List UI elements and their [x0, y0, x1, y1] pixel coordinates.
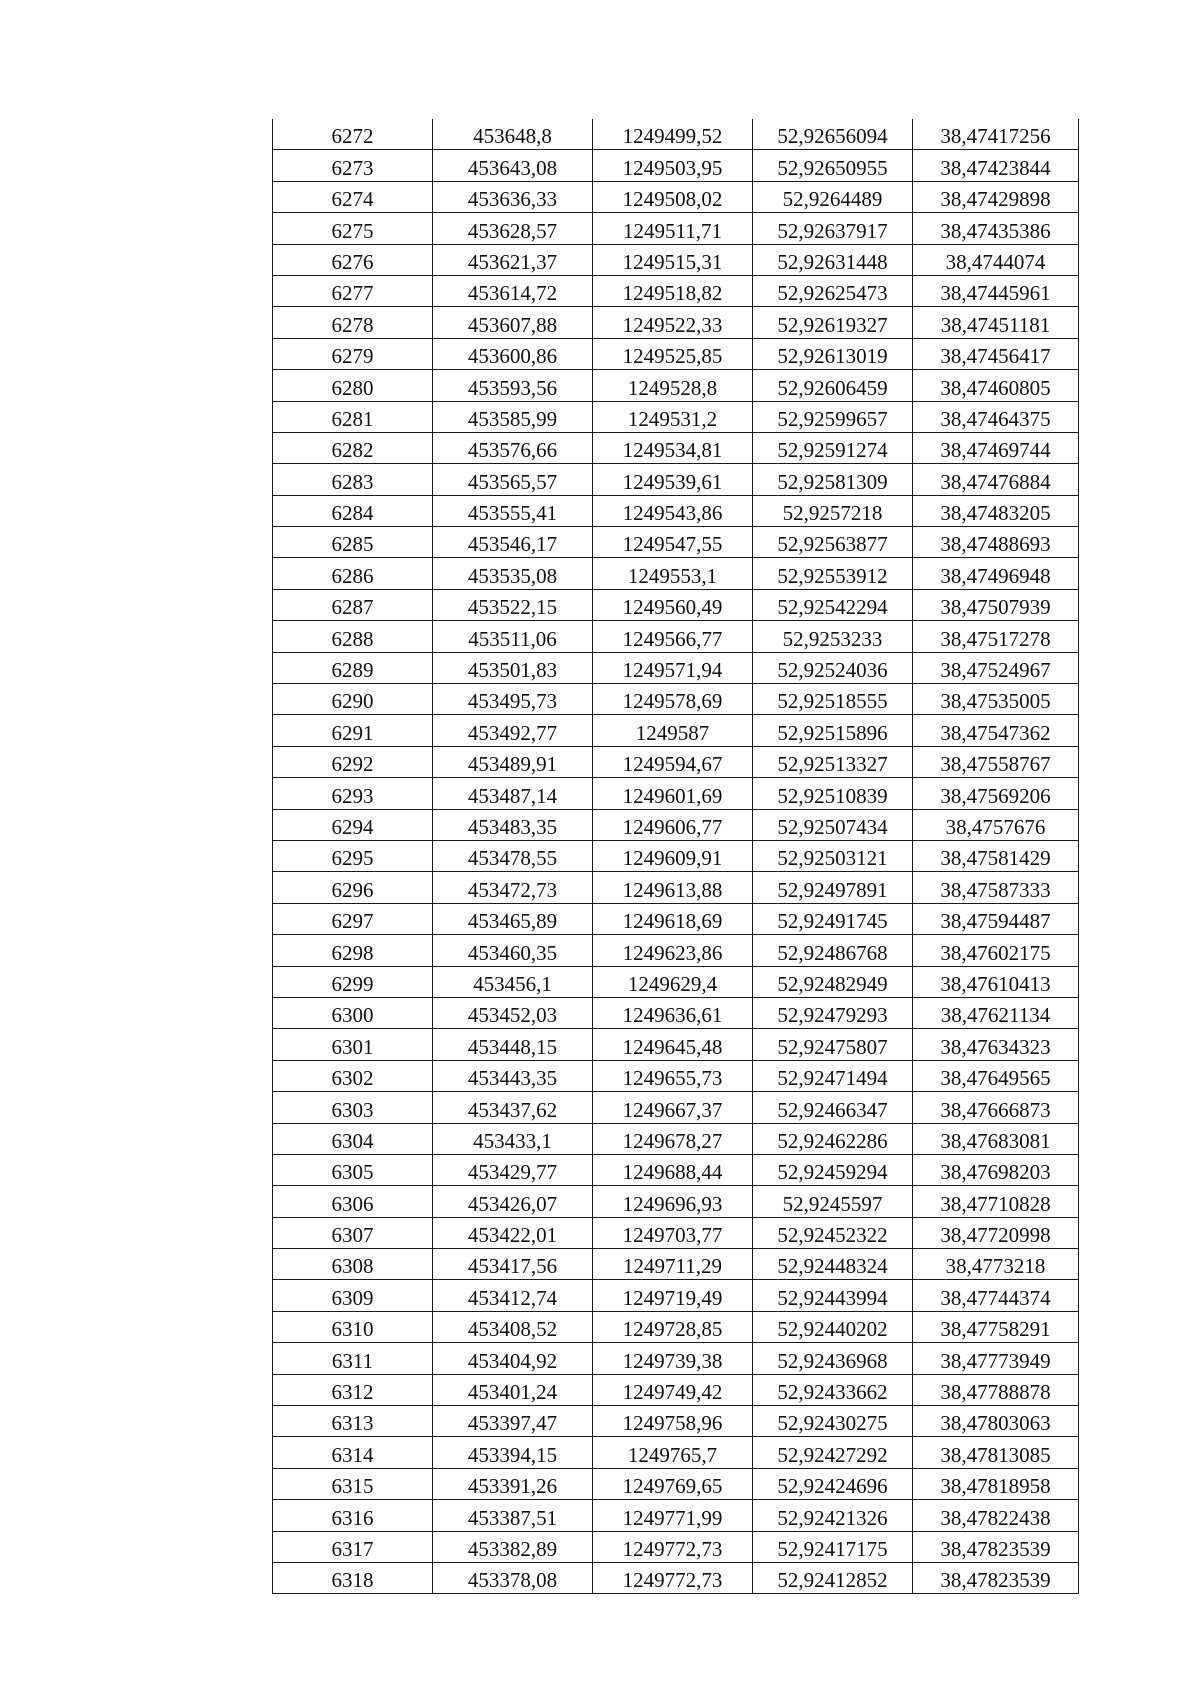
latitude-cell: 52,92471494	[753, 1060, 913, 1091]
latitude-cell: 52,9245597	[753, 1186, 913, 1217]
y-coordinate-cell: 1249543,86	[593, 495, 753, 526]
coordinates-table-body	[273, 119, 1079, 1594]
y-coordinate-cell: 1249719,49	[593, 1280, 753, 1311]
longitude-cell: 38,47456417	[913, 338, 1079, 369]
latitude-cell: 52,92513327	[753, 746, 913, 777]
x-coordinate-cell: 453472,73	[433, 872, 593, 903]
table-row	[273, 401, 1079, 432]
latitude-cell: 52,92462286	[753, 1123, 913, 1154]
point-number-cell: 6302	[273, 1060, 433, 1091]
y-coordinate-cell: 1249531,2	[593, 401, 753, 432]
latitude-cell: 52,92482949	[753, 966, 913, 997]
table-row	[273, 464, 1079, 495]
point-number-cell: 6303	[273, 1092, 433, 1123]
table-row	[273, 181, 1079, 212]
y-coordinate-cell: 1249547,55	[593, 527, 753, 558]
table-row	[273, 903, 1079, 934]
point-number-cell: 6281	[273, 401, 433, 432]
y-coordinate-cell: 1249728,85	[593, 1311, 753, 1342]
x-coordinate-cell: 453401,24	[433, 1374, 593, 1405]
latitude-cell: 52,92553912	[753, 558, 913, 589]
point-number-cell: 6282	[273, 432, 433, 463]
latitude-cell: 52,92591274	[753, 432, 913, 463]
point-number-cell: 6318	[273, 1562, 433, 1593]
longitude-cell: 38,47594487	[913, 903, 1079, 934]
y-coordinate-cell: 1249645,48	[593, 1029, 753, 1060]
table-row	[273, 1562, 1079, 1593]
y-coordinate-cell: 1249594,67	[593, 746, 753, 777]
point-number-cell: 6300	[273, 997, 433, 1028]
longitude-cell: 38,47445961	[913, 275, 1079, 306]
x-coordinate-cell: 453378,08	[433, 1562, 593, 1593]
y-coordinate-cell: 1249503,95	[593, 150, 753, 181]
point-number-cell: 6279	[273, 338, 433, 369]
latitude-cell: 52,92542294	[753, 589, 913, 620]
point-number-cell: 6295	[273, 840, 433, 871]
table-row	[273, 307, 1079, 338]
table-row	[273, 1060, 1079, 1091]
latitude-cell: 52,92417175	[753, 1531, 913, 1562]
x-coordinate-cell: 453391,26	[433, 1468, 593, 1499]
x-coordinate-cell: 453387,51	[433, 1500, 593, 1531]
y-coordinate-cell: 1249515,31	[593, 244, 753, 275]
x-coordinate-cell: 453585,99	[433, 401, 593, 432]
point-number-cell: 6296	[273, 872, 433, 903]
table-row	[273, 1374, 1079, 1405]
y-coordinate-cell: 1249765,7	[593, 1437, 753, 1468]
point-number-cell: 6283	[273, 464, 433, 495]
y-coordinate-cell: 1249629,4	[593, 966, 753, 997]
point-number-cell: 6307	[273, 1217, 433, 1248]
y-coordinate-cell: 1249601,69	[593, 778, 753, 809]
longitude-cell: 38,47634323	[913, 1029, 1079, 1060]
longitude-cell: 38,47818958	[913, 1468, 1079, 1499]
point-number-cell: 6291	[273, 715, 433, 746]
x-coordinate-cell: 453495,73	[433, 684, 593, 715]
longitude-cell: 38,47587333	[913, 872, 1079, 903]
y-coordinate-cell: 1249636,61	[593, 997, 753, 1028]
longitude-cell: 38,47547362	[913, 715, 1079, 746]
y-coordinate-cell: 1249711,29	[593, 1249, 753, 1280]
table-row	[273, 746, 1079, 777]
longitude-cell: 38,47460805	[913, 370, 1079, 401]
point-number-cell: 6306	[273, 1186, 433, 1217]
x-coordinate-cell: 453417,56	[433, 1249, 593, 1280]
point-number-cell: 6290	[273, 684, 433, 715]
x-coordinate-cell: 453412,74	[433, 1280, 593, 1311]
y-coordinate-cell: 1249749,42	[593, 1374, 753, 1405]
point-number-cell: 6305	[273, 1154, 433, 1185]
latitude-cell: 52,92430275	[753, 1406, 913, 1437]
point-number-cell: 6315	[273, 1468, 433, 1499]
y-coordinate-cell: 1249696,93	[593, 1186, 753, 1217]
table-row	[273, 1531, 1079, 1562]
x-coordinate-cell: 453426,07	[433, 1186, 593, 1217]
longitude-cell: 38,47581429	[913, 840, 1079, 871]
x-coordinate-cell: 453643,08	[433, 150, 593, 181]
y-coordinate-cell: 1249618,69	[593, 903, 753, 934]
table-row	[273, 809, 1079, 840]
table-row	[273, 275, 1079, 306]
x-coordinate-cell: 453501,83	[433, 652, 593, 683]
point-number-cell: 6280	[273, 370, 433, 401]
latitude-cell: 52,92479293	[753, 997, 913, 1028]
latitude-cell: 52,92452322	[753, 1217, 913, 1248]
y-coordinate-cell: 1249667,37	[593, 1092, 753, 1123]
table-row	[273, 119, 1079, 150]
longitude-cell: 38,47823539	[913, 1562, 1079, 1593]
x-coordinate-cell: 453565,57	[433, 464, 593, 495]
y-coordinate-cell: 1249511,71	[593, 213, 753, 244]
latitude-cell: 52,92518555	[753, 684, 913, 715]
x-coordinate-cell: 453621,37	[433, 244, 593, 275]
x-coordinate-cell: 453437,62	[433, 1092, 593, 1123]
y-coordinate-cell: 1249772,73	[593, 1562, 753, 1593]
longitude-cell: 38,47524967	[913, 652, 1079, 683]
latitude-cell: 52,92606459	[753, 370, 913, 401]
latitude-cell: 52,92507434	[753, 809, 913, 840]
point-number-cell: 6294	[273, 809, 433, 840]
latitude-cell: 52,92581309	[753, 464, 913, 495]
x-coordinate-cell: 453600,86	[433, 338, 593, 369]
y-coordinate-cell: 1249587	[593, 715, 753, 746]
y-coordinate-cell: 1249534,81	[593, 432, 753, 463]
latitude-cell: 52,92497891	[753, 872, 913, 903]
x-coordinate-cell: 453522,15	[433, 589, 593, 620]
latitude-cell: 52,92424696	[753, 1468, 913, 1499]
x-coordinate-cell: 453483,35	[433, 809, 593, 840]
point-number-cell: 6314	[273, 1437, 433, 1468]
table-row	[273, 370, 1079, 401]
y-coordinate-cell: 1249606,77	[593, 809, 753, 840]
point-number-cell: 6278	[273, 307, 433, 338]
x-coordinate-cell: 453448,15	[433, 1029, 593, 1060]
point-number-cell: 6293	[273, 778, 433, 809]
table-row	[273, 495, 1079, 526]
x-coordinate-cell: 453408,52	[433, 1311, 593, 1342]
x-coordinate-cell: 453492,77	[433, 715, 593, 746]
longitude-cell: 38,47535005	[913, 684, 1079, 715]
point-number-cell: 6287	[273, 589, 433, 620]
longitude-cell: 38,47602175	[913, 935, 1079, 966]
table-row	[273, 213, 1079, 244]
y-coordinate-cell: 1249609,91	[593, 840, 753, 871]
y-coordinate-cell: 1249571,94	[593, 652, 753, 683]
y-coordinate-cell: 1249525,85	[593, 338, 753, 369]
latitude-cell: 52,92466347	[753, 1092, 913, 1123]
latitude-cell: 52,92619327	[753, 307, 913, 338]
x-coordinate-cell: 453465,89	[433, 903, 593, 934]
latitude-cell: 52,92440202	[753, 1311, 913, 1342]
y-coordinate-cell: 1249499,52	[593, 119, 753, 150]
point-number-cell: 6297	[273, 903, 433, 934]
longitude-cell: 38,4773218	[913, 1249, 1079, 1280]
table-row	[273, 1154, 1079, 1185]
table-row	[273, 1406, 1079, 1437]
y-coordinate-cell: 1249655,73	[593, 1060, 753, 1091]
point-number-cell: 6299	[273, 966, 433, 997]
longitude-cell: 38,47744374	[913, 1280, 1079, 1311]
longitude-cell: 38,47429898	[913, 181, 1079, 212]
longitude-cell: 38,47464375	[913, 401, 1079, 432]
x-coordinate-cell: 453546,17	[433, 527, 593, 558]
latitude-cell: 52,92599657	[753, 401, 913, 432]
latitude-cell: 52,92656094	[753, 119, 913, 150]
point-number-cell: 6310	[273, 1311, 433, 1342]
longitude-cell: 38,47451181	[913, 307, 1079, 338]
y-coordinate-cell: 1249771,99	[593, 1500, 753, 1531]
table-row	[273, 589, 1079, 620]
latitude-cell: 52,92650955	[753, 150, 913, 181]
x-coordinate-cell: 453607,88	[433, 307, 593, 338]
latitude-cell: 52,9257218	[753, 495, 913, 526]
point-number-cell: 6277	[273, 275, 433, 306]
table-row	[273, 997, 1079, 1028]
y-coordinate-cell: 1249553,1	[593, 558, 753, 589]
point-number-cell: 6317	[273, 1531, 433, 1562]
latitude-cell: 52,92427292	[753, 1437, 913, 1468]
table-row	[273, 1280, 1079, 1311]
y-coordinate-cell: 1249772,73	[593, 1531, 753, 1562]
latitude-cell: 52,92421326	[753, 1500, 913, 1531]
point-number-cell: 6313	[273, 1406, 433, 1437]
latitude-cell: 52,92443994	[753, 1280, 913, 1311]
latitude-cell: 52,92637917	[753, 213, 913, 244]
table-row	[273, 935, 1079, 966]
y-coordinate-cell: 1249518,82	[593, 275, 753, 306]
longitude-cell: 38,47813085	[913, 1437, 1079, 1468]
point-number-cell: 6292	[273, 746, 433, 777]
point-number-cell: 6276	[273, 244, 433, 275]
latitude-cell: 52,9253233	[753, 621, 913, 652]
table-row	[273, 1123, 1079, 1154]
point-number-cell: 6301	[273, 1029, 433, 1060]
longitude-cell: 38,47710828	[913, 1186, 1079, 1217]
point-number-cell: 6273	[273, 150, 433, 181]
x-coordinate-cell: 453443,35	[433, 1060, 593, 1091]
latitude-cell: 52,92436968	[753, 1343, 913, 1374]
point-number-cell: 6289	[273, 652, 433, 683]
table-row	[273, 1249, 1079, 1280]
y-coordinate-cell: 1249739,38	[593, 1343, 753, 1374]
point-number-cell: 6304	[273, 1123, 433, 1154]
x-coordinate-cell: 453648,8	[433, 119, 593, 150]
table-row	[273, 621, 1079, 652]
table-row	[273, 872, 1079, 903]
longitude-cell: 38,47758291	[913, 1311, 1079, 1342]
x-coordinate-cell: 453452,03	[433, 997, 593, 1028]
table-row	[273, 715, 1079, 746]
latitude-cell: 52,92448324	[753, 1249, 913, 1280]
table-row	[273, 1500, 1079, 1531]
x-coordinate-cell: 453456,1	[433, 966, 593, 997]
longitude-cell: 38,47517278	[913, 621, 1079, 652]
point-number-cell: 6309	[273, 1280, 433, 1311]
point-number-cell: 6316	[273, 1500, 433, 1531]
x-coordinate-cell: 453614,72	[433, 275, 593, 306]
table-row	[273, 652, 1079, 683]
table-row	[273, 244, 1079, 275]
table-row	[273, 338, 1079, 369]
x-coordinate-cell: 453628,57	[433, 213, 593, 244]
point-number-cell: 6274	[273, 181, 433, 212]
table-row	[273, 1311, 1079, 1342]
y-coordinate-cell: 1249560,49	[593, 589, 753, 620]
y-coordinate-cell: 1249522,33	[593, 307, 753, 338]
x-coordinate-cell: 453422,01	[433, 1217, 593, 1248]
table-row	[273, 966, 1079, 997]
y-coordinate-cell: 1249578,69	[593, 684, 753, 715]
longitude-cell: 38,47773949	[913, 1343, 1079, 1374]
y-coordinate-cell: 1249769,65	[593, 1468, 753, 1499]
latitude-cell: 52,92459294	[753, 1154, 913, 1185]
table-row	[273, 1092, 1079, 1123]
x-coordinate-cell: 453511,06	[433, 621, 593, 652]
point-number-cell: 6286	[273, 558, 433, 589]
latitude-cell: 52,92631448	[753, 244, 913, 275]
x-coordinate-cell: 453429,77	[433, 1154, 593, 1185]
latitude-cell: 52,92563877	[753, 527, 913, 558]
y-coordinate-cell: 1249623,86	[593, 935, 753, 966]
y-coordinate-cell: 1249566,77	[593, 621, 753, 652]
x-coordinate-cell: 453404,92	[433, 1343, 593, 1374]
longitude-cell: 38,47803063	[913, 1406, 1079, 1437]
longitude-cell: 38,47476884	[913, 464, 1079, 495]
point-number-cell: 6285	[273, 527, 433, 558]
x-coordinate-cell: 453478,55	[433, 840, 593, 871]
longitude-cell: 38,47558767	[913, 746, 1079, 777]
longitude-cell: 38,47469744	[913, 432, 1079, 463]
latitude-cell: 52,92412852	[753, 1562, 913, 1593]
latitude-cell: 52,92433662	[753, 1374, 913, 1405]
x-coordinate-cell: 453593,56	[433, 370, 593, 401]
latitude-cell: 52,92625473	[753, 275, 913, 306]
table-row	[273, 1468, 1079, 1499]
latitude-cell: 52,92503121	[753, 840, 913, 871]
longitude-cell: 38,47698203	[913, 1154, 1079, 1185]
table-row	[273, 1029, 1079, 1060]
latitude-cell: 52,92524036	[753, 652, 913, 683]
longitude-cell: 38,47483205	[913, 495, 1079, 526]
x-coordinate-cell: 453489,91	[433, 746, 593, 777]
y-coordinate-cell: 1249539,61	[593, 464, 753, 495]
longitude-cell: 38,47788878	[913, 1374, 1079, 1405]
longitude-cell: 38,47683081	[913, 1123, 1079, 1154]
point-number-cell: 6308	[273, 1249, 433, 1280]
table-row	[273, 527, 1079, 558]
table-row	[273, 1437, 1079, 1468]
table-row	[273, 778, 1079, 809]
x-coordinate-cell: 453394,15	[433, 1437, 593, 1468]
x-coordinate-cell: 453555,41	[433, 495, 593, 526]
latitude-cell: 52,92491745	[753, 903, 913, 934]
longitude-cell: 38,47621134	[913, 997, 1079, 1028]
point-number-cell: 6272	[273, 119, 433, 150]
x-coordinate-cell: 453576,66	[433, 432, 593, 463]
table-row	[273, 1186, 1079, 1217]
table-row	[273, 1343, 1079, 1374]
longitude-cell: 38,47823539	[913, 1531, 1079, 1562]
longitude-cell: 38,47822438	[913, 1500, 1079, 1531]
x-coordinate-cell: 453460,35	[433, 935, 593, 966]
longitude-cell: 38,47666873	[913, 1092, 1079, 1123]
longitude-cell: 38,47720998	[913, 1217, 1079, 1248]
latitude-cell: 52,9264489	[753, 181, 913, 212]
longitude-cell: 38,47488693	[913, 527, 1079, 558]
latitude-cell: 52,92486768	[753, 935, 913, 966]
longitude-cell: 38,47569206	[913, 778, 1079, 809]
table-row	[273, 558, 1079, 589]
coordinates-table	[272, 119, 1079, 1594]
longitude-cell: 38,47649565	[913, 1060, 1079, 1091]
longitude-cell: 38,47435386	[913, 213, 1079, 244]
y-coordinate-cell: 1249613,88	[593, 872, 753, 903]
table-row	[273, 1217, 1079, 1248]
y-coordinate-cell: 1249508,02	[593, 181, 753, 212]
point-number-cell: 6298	[273, 935, 433, 966]
table-row	[273, 150, 1079, 181]
y-coordinate-cell: 1249678,27	[593, 1123, 753, 1154]
x-coordinate-cell: 453636,33	[433, 181, 593, 212]
x-coordinate-cell: 453397,47	[433, 1406, 593, 1437]
latitude-cell: 52,92510839	[753, 778, 913, 809]
longitude-cell: 38,47423844	[913, 150, 1079, 181]
longitude-cell: 38,4757676	[913, 809, 1079, 840]
longitude-cell: 38,47610413	[913, 966, 1079, 997]
longitude-cell: 38,4744074	[913, 244, 1079, 275]
point-number-cell: 6284	[273, 495, 433, 526]
y-coordinate-cell: 1249528,8	[593, 370, 753, 401]
table-row	[273, 432, 1079, 463]
point-number-cell: 6275	[273, 213, 433, 244]
y-coordinate-cell: 1249758,96	[593, 1406, 753, 1437]
x-coordinate-cell: 453382,89	[433, 1531, 593, 1562]
y-coordinate-cell: 1249688,44	[593, 1154, 753, 1185]
latitude-cell: 52,92515896	[753, 715, 913, 746]
point-number-cell: 6288	[273, 621, 433, 652]
longitude-cell: 38,47507939	[913, 589, 1079, 620]
table-row	[273, 684, 1079, 715]
point-number-cell: 6312	[273, 1374, 433, 1405]
x-coordinate-cell: 453487,14	[433, 778, 593, 809]
longitude-cell: 38,47417256	[913, 119, 1079, 150]
longitude-cell: 38,47496948	[913, 558, 1079, 589]
latitude-cell: 52,92475807	[753, 1029, 913, 1060]
x-coordinate-cell: 453433,1	[433, 1123, 593, 1154]
x-coordinate-cell: 453535,08	[433, 558, 593, 589]
y-coordinate-cell: 1249703,77	[593, 1217, 753, 1248]
table-row	[273, 840, 1079, 871]
latitude-cell: 52,92613019	[753, 338, 913, 369]
point-number-cell: 6311	[273, 1343, 433, 1374]
